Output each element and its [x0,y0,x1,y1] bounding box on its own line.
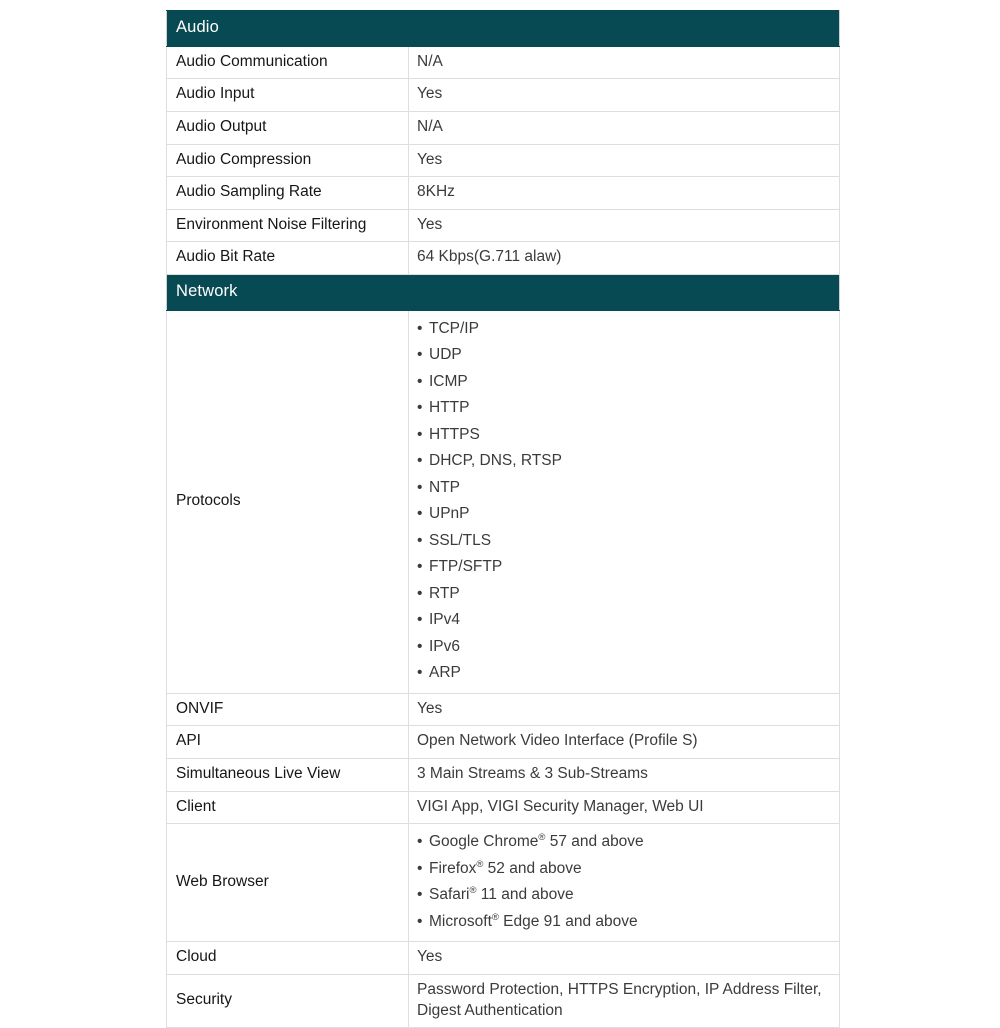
table-row [167,177,840,210]
table-row [167,209,840,242]
specification-table [166,10,840,1028]
spec-label: Protocols [167,310,409,693]
spec-label: ONVIF [167,693,409,726]
list-item: • IPv6 [417,634,831,661]
spec-value: Yes [409,209,840,242]
spec-label [167,209,409,242]
table-row [167,46,840,79]
spec-value: 64 Kbps(G.711 alaw) [409,242,840,275]
spec-value: Open Network Video Interface (Profile S) [409,726,840,759]
list-item: • RTP [417,581,831,608]
spec-value: VIGI App, VIGI Security Manager, Web UI [409,791,840,824]
spec-value: N/A [409,46,840,79]
spec-label: Security [167,974,409,1027]
spec-value: Yes [409,144,840,177]
list-item: • SSL/TLS [417,528,831,555]
table-row [167,942,840,975]
list-item: • IPv4 [417,607,831,634]
list-item: • FTP/SFTP [417,554,831,581]
table-row [167,242,840,275]
spec-label: Audio Output [167,112,409,145]
spec-value: Yes [409,693,840,726]
section-title-network: Network [167,275,840,311]
list-item: • ICMP [417,369,831,396]
list-item: • HTTPS [417,422,831,449]
list-item: • DHCP, DNS, RTSP [417,448,831,475]
table-row [167,824,840,942]
spec-value: 3 Main Streams & 3 Sub-Streams [409,759,840,792]
list-item: • TCP/IP [417,316,831,343]
spec-value: N/A [409,112,840,145]
list-item: • UDP [417,342,831,369]
spec-label: Web Browser [167,824,409,942]
table-row [167,726,840,759]
spec-value: Yes [409,942,840,975]
spec-label: Client [167,791,409,824]
spec-label: Audio Bit Rate [167,242,409,275]
list-item: • Microsoft® Edge 91 and above [417,909,831,936]
list-item: • ARP [417,660,831,687]
section-header-row-network [167,275,840,311]
spec-label: Audio Communication [167,46,409,79]
spec-value: 8KHz [409,177,840,210]
table-row [167,791,840,824]
list-item: • Safari® 11 and above [417,882,831,909]
spec-value-text: Password Protection, HTTPS Encryption, IP Address Filter, Digest Authentication [417,980,822,1019]
spec-label: Audio Input [167,79,409,112]
spec-value [409,824,840,942]
spec-label: API [167,726,409,759]
protocols-list [417,316,831,687]
list-item: • NTP [417,475,831,502]
spec-value [409,310,840,693]
list-item: • UPnP [417,501,831,528]
list-item: • Firefox® 52 and above [417,856,831,883]
spec-value: Yes [409,79,840,112]
spec-value [409,974,840,1027]
spec-label: Audio Sampling Rate [167,177,409,210]
table-row [167,79,840,112]
table-row [167,693,840,726]
specification-sheet [166,10,839,1028]
table-row [167,974,840,1027]
spec-label: Audio Compression [167,144,409,177]
section-title-audio: Audio [167,11,840,47]
table-row [167,759,840,792]
section-header-row-audio [167,11,840,47]
web-browser-list [417,829,831,935]
spec-label: Cloud [167,942,409,975]
spec-label: Simultaneous Live View [167,759,409,792]
table-row [167,144,840,177]
table-row [167,310,840,693]
list-item: • HTTP [417,395,831,422]
table-row [167,112,840,145]
spec-label-text: Environment Noise Filtering [176,215,367,233]
specification-table-body [167,11,840,1028]
list-item: • Google Chrome® 57 and above [417,829,831,856]
